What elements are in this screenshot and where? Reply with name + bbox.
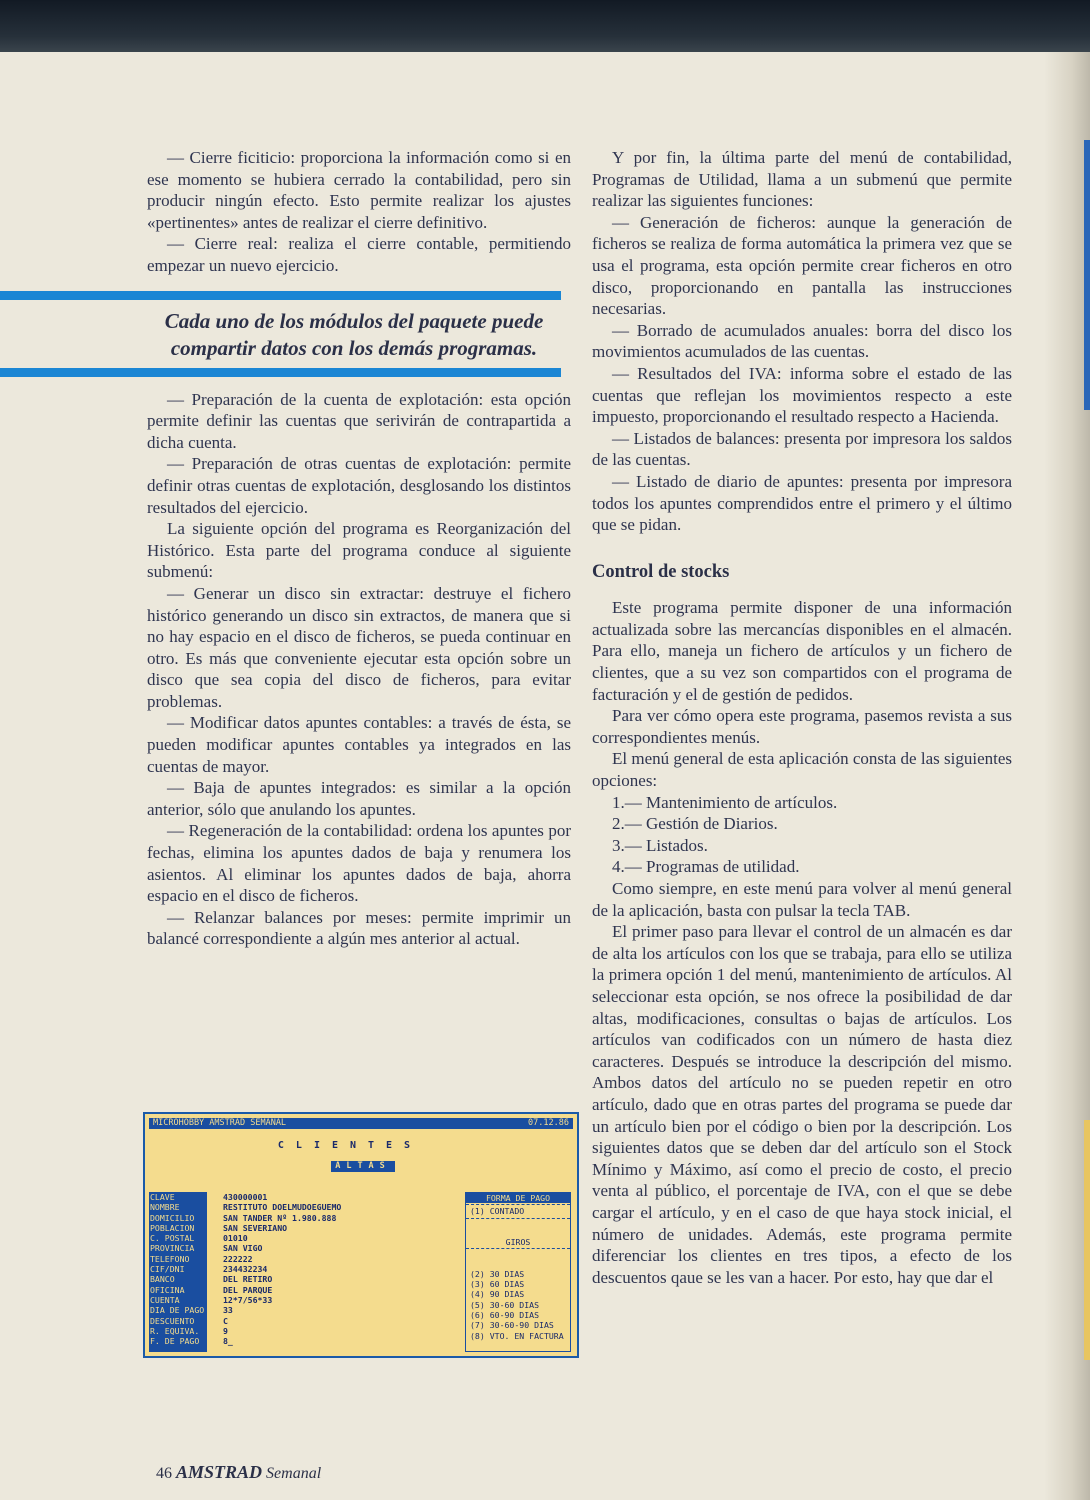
field-label: PROVINCIA: [150, 1243, 195, 1254]
paragraph: Y por fin, la última parte del menú de contabilidad, Programas de Utilidad, llama a un submenú que permite realizar las siguientes funciones:: [592, 148, 1012, 211]
screen-date: 07.12.86: [528, 1118, 569, 1128]
field-value: DEL RETIRO: [223, 1274, 273, 1285]
program-screenshot: [143, 1112, 579, 1358]
payment-option: (4) 90 DIAS: [470, 1289, 525, 1300]
field-label: CIF/DNI: [150, 1264, 185, 1275]
magazine-edition: Semanal: [266, 1465, 322, 1482]
field-value: C: [223, 1315, 228, 1326]
payment-option: (8) VTO. EN FACTURA: [470, 1330, 564, 1341]
paragraph: — Regeneración de la contabilidad: ordena los apuntes por fechas, elimina los apuntes dados de baja y renumera los asientos. Al eliminar los apuntes dados de baja, ahorra espacio en el disco de ficheros.: [147, 821, 571, 906]
paragraph: — Cierre real: realiza el cierre contable, permitiendo empezar un nuevo ejercicio.: [147, 234, 571, 275]
payment-panel: [465, 1192, 571, 1352]
menu-item: 3.— Listados.: [612, 835, 708, 855]
adjacent-page-yellow-strip: [1084, 1120, 1090, 1360]
field-label: F. DE PAGO: [150, 1336, 200, 1347]
page-number: 46: [156, 1465, 172, 1482]
paragraph: — Cierre ficiticio: proporciona la información como si en ese momento se hubiera cerrado la contabilidad, pero sin producir ningún efecto. Esto permite realizar los ajustes «pertinentes» antes de realizar el cierre definitivo.: [147, 148, 571, 232]
field-value: 12*7/56*33: [223, 1294, 273, 1305]
paragraph: — Listado de diario de apuntes: presenta por impresora todos los apuntes comprendidos entre el primero y el último que se pidan.: [592, 471, 1012, 535]
paragraph: — Generación de ficheros: aunque la generación de ficheros se realiza de forma automática la primera vez que se usa el programa, esta opción permite crear ficheros en otro disco, proporcionando en pantalla las instrucciones necesarias.: [592, 212, 1012, 319]
field-label: R. EQUIVA.: [150, 1325, 200, 1336]
pull-quote-text: Cada uno de los módulos del paquete puede compartir datos con los demás programas.: [164, 308, 544, 360]
payment-option: (5) 30-60 DIAS: [470, 1299, 540, 1310]
adjacent-page-blue-strip: [1084, 140, 1090, 410]
screen-header: CLIENTES: [277, 1140, 423, 1151]
field-value: SAN VIGO: [223, 1243, 263, 1254]
payment-option: (1) CONTADO: [470, 1206, 525, 1217]
field-value: 01010: [223, 1233, 248, 1244]
field-value: DEL PARQUE: [223, 1284, 273, 1295]
field-value: 234432234: [223, 1264, 268, 1275]
paragraph: — Preparación de la cuenta de explotación: esta opción permite definir las cuentas que serivirán de contrapartida a dicha cuenta.: [147, 389, 571, 452]
field-value: 33: [223, 1305, 233, 1316]
divider: [466, 1218, 570, 1219]
field-label: CUENTA: [150, 1294, 180, 1305]
field-value: 222222: [223, 1253, 253, 1264]
field-label: DIA DE PAGO: [150, 1305, 205, 1316]
field-label: NOMBRE: [150, 1202, 180, 1213]
field-label: C. POSTAL: [150, 1233, 195, 1244]
paragraph: El menú general de esta aplicación consta de las siguientes opciones:: [592, 749, 1012, 791]
paragraph: Este programa permite disponer de una información actualizada sobre las mercancías disponibles en el almacén. Para ello, maneja un fichero de artículos y un fichero de clientes, que a su vez son compartidos con el programa de facturación y el de gestión de pedidos.: [592, 598, 1012, 704]
payment-option: (7) 30-60-90 DIAS: [470, 1320, 554, 1331]
paragraph: — Listados de balances: presenta por impresora los saldos de las cuentas.: [592, 428, 1012, 470]
left-column: [147, 147, 571, 950]
paragraph: Para ver cómo opera este programa, pasemos revista a sus correspondientes menús.: [592, 706, 1012, 747]
divider: [466, 1204, 570, 1205]
payment-options: [466, 1269, 570, 1341]
menu-item: 1.— Mantenimiento de artículos.: [612, 792, 838, 812]
field-value: SAN TANDER Nº 1.980.888: [223, 1212, 337, 1223]
field-label: CLAVE: [150, 1192, 175, 1202]
screen-title: MICROHOBBY AMSTRAD SEMANAL: [153, 1118, 287, 1128]
payment-panel-title: FORMA DE PAGO: [466, 1193, 570, 1203]
paragraph: — Generar un disco sin extractar: destruye el fichero histórico generando un disco sin extractos, de manera que si no hay espacio en el disco de ficheros, se pueda continuar en otro. Es más que conveniente ejecutar esta opción sobre un disco que sea copia del disco de ficheros, para evitar problemas.: [147, 583, 571, 711]
right-column: [592, 147, 1012, 1288]
screen-title-bar: [149, 1118, 573, 1129]
field-label: BANCO: [150, 1274, 175, 1285]
giros-label: GIROS: [505, 1236, 531, 1247]
section-heading: Control de stocks: [592, 561, 730, 582]
field-value: SAN SEVERIANO: [223, 1222, 288, 1233]
payment-option: (2) 30 DIAS: [470, 1268, 525, 1279]
field-labels: [149, 1192, 207, 1352]
paragraph: La siguiente opción del programa es Reorganización del Histórico. Esta parte del programa conduce al siguiente submenú:: [147, 519, 571, 582]
quote-bar-top: [0, 291, 561, 300]
menu-item: 4.— Programas de utilidad.: [612, 857, 800, 877]
paragraph: — Baja de apuntes integrados: es similar a la opción anterior, sólo que anulando los apuntes.: [147, 778, 571, 819]
payment-option: (3) 60 DIAS: [470, 1279, 525, 1290]
field-label: DOMICILIO: [150, 1212, 195, 1223]
field-value: RESTITUTO DOELMUDOEGUEMO: [223, 1202, 342, 1213]
field-values: [223, 1192, 443, 1346]
field-value: 9: [223, 1325, 228, 1336]
paragraph: — Preparación de otras cuentas de explotación: permite definir otras cuentas de explotación, desglosando los distintos resultados del ejercicio.: [147, 454, 571, 517]
field-label: OFICINA: [150, 1284, 185, 1295]
menu-item: 2.— Gestión de Diarios.: [612, 814, 778, 834]
page-footer: [156, 1462, 321, 1483]
field-value: 8_: [223, 1336, 233, 1347]
magazine-name: AMSTRAD: [176, 1462, 263, 1482]
quote-bar-bottom: [0, 368, 561, 377]
payment-option: (6) 60-90 DIAS: [470, 1310, 540, 1321]
screen-subheader: ALTAS: [331, 1161, 395, 1172]
paragraph: — Resultados del IVA: informa sobre el estado de las cuentas que reflejan los movimientos respecto a este impuesto, proporcionando el resultado respecto a Hacienda.: [592, 363, 1012, 427]
paragraph: El primer paso para llevar el control de un almacén es dar de alta los artículos con los que se trabaja, para ello se utiliza la primera opción 1 del menú, mantenimiento de artículos. Al seleccionar esta opción, se nos ofrece la posibilidad de dar altas, modificaciones, consultas o bajas de artículos. Los artículos van codificados con un número de hasta diez caracteres. Después se introduce la descripción del mismo. Ambos datos del artículo no se pueden repetir en otro artículo, dado que en otras partes del programa se puede dar un artículo bien por el código o bien por la descripción. Los siguientes datos que se deben dar del artículo son el Stock Mínimo y Máximo, así como el precio de costo, el precio venta al público, el porcentaje de IVA, con el que se debe cargar el artículo, y en el caso de que haya stock inicial, el número de unidades. Además, este programa permite diferenciar los clientes en tres tipos, a efecto de los descuentos qaue se les van a hacer. Por esto, hay que dar el: [592, 922, 1012, 1287]
field-value: 430000001: [223, 1192, 268, 1202]
field-label: DESCUENTO: [150, 1315, 195, 1326]
paragraph: Como siempre, en este menú para volver al menú general de la aplicación, basta con pulsar la tecla TAB.: [592, 879, 1012, 920]
paragraph: — Modificar datos apuntes contables: a través de ésta, se pueden modificar apuntes contables ya integrados en las cuentas de mayor.: [147, 713, 571, 776]
paragraph: — Borrado de acumulados anuales: borra del disco los movimientos acumulados de las cuentas.: [592, 320, 1012, 362]
pull-quote: [137, 291, 571, 377]
divider: [466, 1248, 570, 1249]
field-label: TELEFONO: [150, 1253, 190, 1264]
top-dark-band: [0, 0, 1090, 52]
field-label: POBLACION: [150, 1222, 195, 1233]
paragraph: — Relanzar balances por meses: permite imprimir un balancé correspondiente a algún mes anterior al actual.: [147, 907, 571, 949]
